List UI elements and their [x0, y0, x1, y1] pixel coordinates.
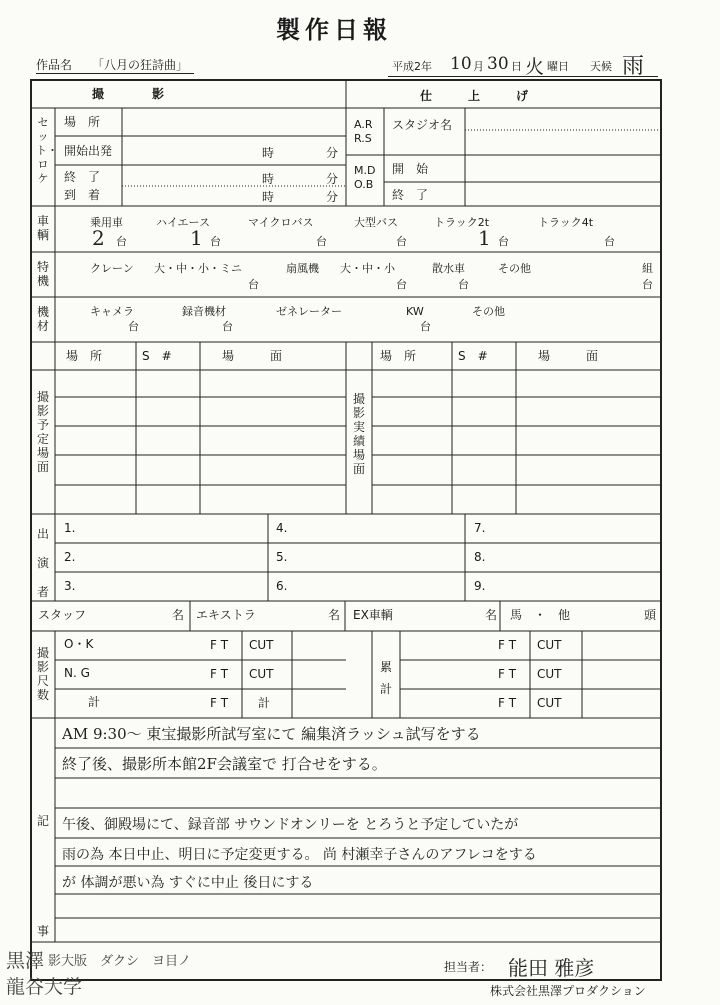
- planned-place-header: 場 所: [66, 349, 103, 363]
- cast-2: 2.: [64, 550, 76, 564]
- md-label: M.D: [354, 164, 376, 177]
- unit-truck2: 台: [498, 235, 509, 248]
- cast-5: 5.: [276, 550, 288, 564]
- cum-total-cut: CUT: [537, 696, 562, 710]
- company-name: 株式会社黒澤プロダクション: [490, 984, 646, 998]
- extra-label: エキストラ: [196, 608, 256, 622]
- vehicle-hiace: ハイエース: [156, 216, 211, 229]
- person-label: 担当者：: [444, 960, 493, 974]
- rs-label: R.S: [354, 132, 372, 145]
- end-minute-label: 分: [326, 172, 339, 186]
- set-unit-top: 組: [642, 262, 653, 275]
- ar-label: A.R: [354, 118, 373, 131]
- water-label: 散水車: [432, 262, 465, 275]
- actual-place-header: 場 所: [380, 349, 417, 363]
- cum-ok-ft: F T: [498, 638, 517, 652]
- cum-ng-ft: F T: [498, 667, 517, 681]
- ex-vehicle-label: EX車輌: [353, 608, 393, 622]
- actual-scenes-label: 撮影実績場面: [352, 392, 365, 476]
- note-line-1: AM 9:30〜 東宝撮影所試写室にて 編集済ラッシュ試写をする: [62, 725, 481, 743]
- ex-vehicle-unit: 名: [485, 608, 498, 622]
- location-vertical-label: セット・ロケ: [36, 116, 58, 185]
- date-month: 10: [450, 54, 472, 74]
- ng-label: N. G: [64, 666, 90, 680]
- ok-label: O・K: [64, 637, 94, 651]
- fan-label: 扇風機: [286, 262, 319, 275]
- count-car: 2: [92, 226, 105, 250]
- kw-unit: 台: [420, 320, 431, 333]
- arrive-label: 到 着: [64, 188, 101, 202]
- weekday: 火: [525, 56, 545, 78]
- unit-truck4: 台: [604, 235, 615, 248]
- archive-stamp-line1: 黒澤: [6, 950, 45, 972]
- water-unit: 台: [458, 278, 469, 291]
- total-ft: F T: [210, 696, 229, 710]
- staff-unit: 名: [172, 608, 185, 622]
- staff-label: スタッフ: [38, 608, 87, 622]
- archive-stamp-extra: 影大版 ダクシ ヨ目ノ: [48, 954, 192, 969]
- cast-6: 6.: [276, 579, 288, 593]
- date-era: 平成2年: [392, 60, 432, 73]
- vehicle-truck2: トラック2t: [434, 216, 490, 229]
- depart-minute-label: 分: [326, 146, 339, 160]
- end-label: 終 了: [64, 170, 101, 184]
- other-unit: 台: [642, 278, 653, 291]
- place-label: 場 所: [64, 115, 101, 129]
- equipment-label: 機材: [36, 305, 49, 333]
- depart-label: 開始出発: [64, 144, 113, 158]
- special-label: 特機: [36, 260, 49, 288]
- date-day-unit: 日: [511, 60, 522, 73]
- crane-unit: 台: [248, 278, 259, 291]
- horse-unit: 頭: [644, 608, 657, 622]
- crane-sizes: 大・中・小・ミニ: [154, 262, 242, 275]
- ok-cut: CUT: [249, 638, 274, 652]
- ng-ft: F T: [210, 667, 229, 681]
- person-name: 能田 雅彦: [508, 956, 595, 980]
- extra-unit: 名: [328, 608, 341, 622]
- planned-s-header: S #: [142, 349, 172, 363]
- cast-3: 3.: [64, 579, 76, 593]
- note-line-4: 午後、御殿場にて、録音部 サウンドオンリーを とろうと予定していたが: [62, 817, 519, 833]
- work-title: 「八月の狂詩曲」: [92, 58, 189, 72]
- studio-label: スタジオ名: [392, 118, 453, 132]
- camera-label: キャメラ: [90, 305, 134, 318]
- unit-microbus: 台: [316, 235, 327, 248]
- finish-start-label: 開 始: [392, 162, 429, 176]
- work-label: 作品名: [36, 58, 73, 72]
- vehicle-bus: 大型バス: [354, 216, 398, 229]
- camera-unit: 台: [128, 320, 139, 333]
- date-month-unit: 月: [473, 60, 484, 73]
- page-title: 製作日報: [276, 16, 392, 44]
- vehicle-car: 乗用車: [90, 216, 123, 229]
- depart-hour-label: 時: [262, 146, 275, 160]
- horse-label: 馬 ・ 他: [510, 608, 571, 622]
- archive-stamp-line2: 龍谷大学: [6, 976, 83, 998]
- cast-label: 出演者: [36, 527, 49, 599]
- equipment-other: その他: [472, 305, 505, 318]
- fan-sizes: 大・中・小: [340, 262, 395, 275]
- planned-scene-header: 場 面: [222, 349, 283, 363]
- film-label: 撮影尺数: [36, 646, 49, 702]
- cum-total-ft: F T: [498, 696, 517, 710]
- ob-label: O.B: [354, 178, 374, 191]
- cast-8: 8.: [474, 550, 486, 564]
- end-hour-label: 時: [262, 172, 275, 186]
- vehicle-microbus: マイクロバス: [248, 216, 314, 229]
- cast-7: 7.: [474, 521, 486, 535]
- note-line-6: が 体調が悪い為 すぐに中止 後日にする: [62, 875, 314, 891]
- crane-label: クレーン: [90, 262, 134, 275]
- special-other: その他: [498, 262, 531, 275]
- cum-ng-cut: CUT: [537, 667, 562, 681]
- total-cut-label: 計: [258, 696, 271, 710]
- unit-bus: 台: [396, 235, 407, 248]
- kw-label: KW: [406, 305, 424, 318]
- unit-hiace: 台: [210, 235, 221, 248]
- arrive-minute-label: 分: [326, 190, 339, 204]
- vehicles-label: 車輌: [36, 214, 49, 242]
- actual-scene-header: 場 面: [538, 349, 599, 363]
- note-line-5: 雨の為 本日中止、明日に予定変更する。 尚 村瀬幸子さんのアフレコをする: [62, 847, 537, 863]
- count-hiace: 1: [190, 226, 203, 250]
- fan-unit: 台: [396, 278, 407, 291]
- cast-4: 4.: [276, 521, 288, 535]
- film-total-label: 計: [88, 695, 101, 709]
- unit-car: 台: [116, 235, 127, 248]
- vehicle-truck4: トラック4t: [538, 216, 594, 229]
- cast-9: 9.: [474, 579, 486, 593]
- date-day: 30: [487, 54, 509, 74]
- cast-1: 1.: [64, 521, 76, 535]
- recorder-label: 録音機材: [182, 305, 226, 318]
- recorder-unit: 台: [222, 320, 233, 333]
- weather-label: 天候: [590, 60, 612, 73]
- weather-value: 雨: [622, 54, 645, 79]
- actual-s-header: S #: [458, 349, 488, 363]
- finish-header: 仕 上 げ: [420, 89, 529, 103]
- planned-scenes-label: 撮影予定場面: [36, 390, 49, 474]
- weekday-suffix: 曜日: [547, 60, 569, 73]
- count-truck2: 1: [478, 226, 491, 250]
- shoot-header: 撮 影: [92, 87, 165, 101]
- cumulative-label: 累計: [379, 660, 392, 696]
- cum-ok-cut: CUT: [537, 638, 562, 652]
- arrive-hour-label: 時: [262, 190, 275, 204]
- ok-ft: F T: [210, 638, 229, 652]
- ng-cut: CUT: [249, 667, 274, 681]
- finish-end-label: 終 了: [392, 188, 429, 202]
- generator-label: ゼネレーター: [276, 305, 342, 318]
- note-line-2: 終了後、撮影所本館2F会議室で 打合せをする。: [62, 755, 387, 773]
- notes-label: 記事: [36, 814, 49, 938]
